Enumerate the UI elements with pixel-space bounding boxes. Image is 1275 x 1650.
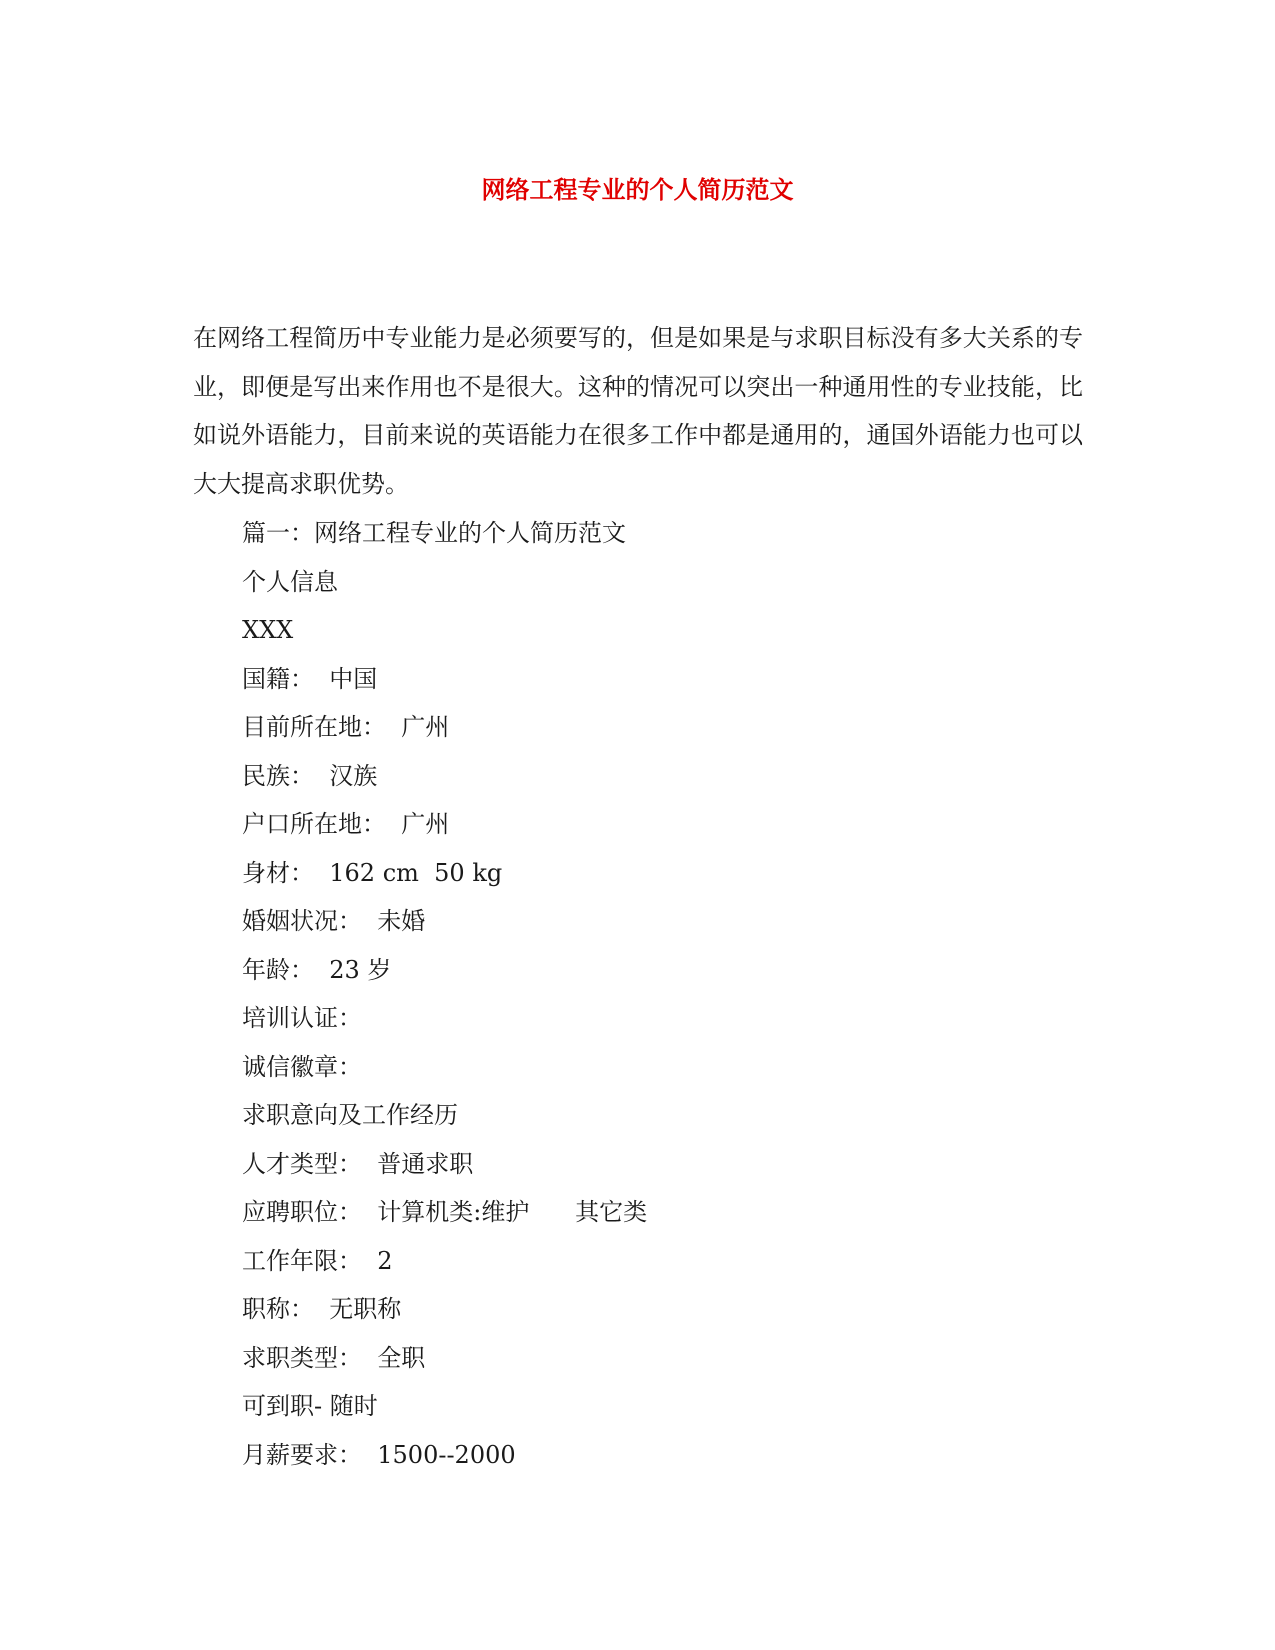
field-integrity-badge: 诚信徽章： <box>242 1052 362 1081</box>
field-job-type: 求职类型： 全职 <box>242 1343 426 1372</box>
field-training-certification: 培训认证： <box>242 1004 362 1032</box>
intro-paragraph: 在网络工程简历中专业能力是必须要写的，但是如果是与求职目标没有多大关系的专业，即便是写出来作用也不是很大。这种的情况可以突出一种通用性的专业技能，比如说外语能力，目前来说的英语能力在很多工作中都是通用的，通国外语能力也可以大大提高求职优势。 <box>193 324 1083 498</box>
field-age: 年龄： 23 岁 <box>242 955 392 984</box>
field-talent-type: 人才类型： 普通求职 <box>242 1149 474 1178</box>
document-title: 网络工程专业的个人简历范文 <box>481 175 794 204</box>
section-heading-job-intention: 求职意向及工作经历 <box>242 1101 458 1129</box>
field-years-of-work: 工作年限： 2 <box>242 1246 393 1275</box>
field-nationality: 国籍： 中国 <box>242 664 378 693</box>
field-household-registration: 户口所在地： 广州 <box>242 810 450 838</box>
resume-lines <box>242 509 647 1479</box>
field-build: 身材： 162 cm 50 kg <box>242 858 503 887</box>
field-position-applied: 应聘职位： 计算机类:维护 其它类 <box>242 1198 648 1226</box>
section-heading-personal-info: 个人信息 <box>242 567 338 596</box>
field-marital-status: 婚姻状况： 未婚 <box>242 907 426 935</box>
applicant-name: XXX <box>242 616 294 644</box>
field-professional-title: 职称： 无职称 <box>242 1295 402 1323</box>
field-ethnicity: 民族： 汉族 <box>242 761 378 790</box>
field-salary-requirement: 月薪要求： 1500--2000 <box>242 1440 516 1469</box>
section-heading-part-one: 篇一：网络工程专业的个人简历范文 <box>242 519 626 547</box>
field-availability: 可到职- 随时 <box>242 1392 378 1420</box>
field-current-location: 目前所在地： 广州 <box>242 713 450 741</box>
